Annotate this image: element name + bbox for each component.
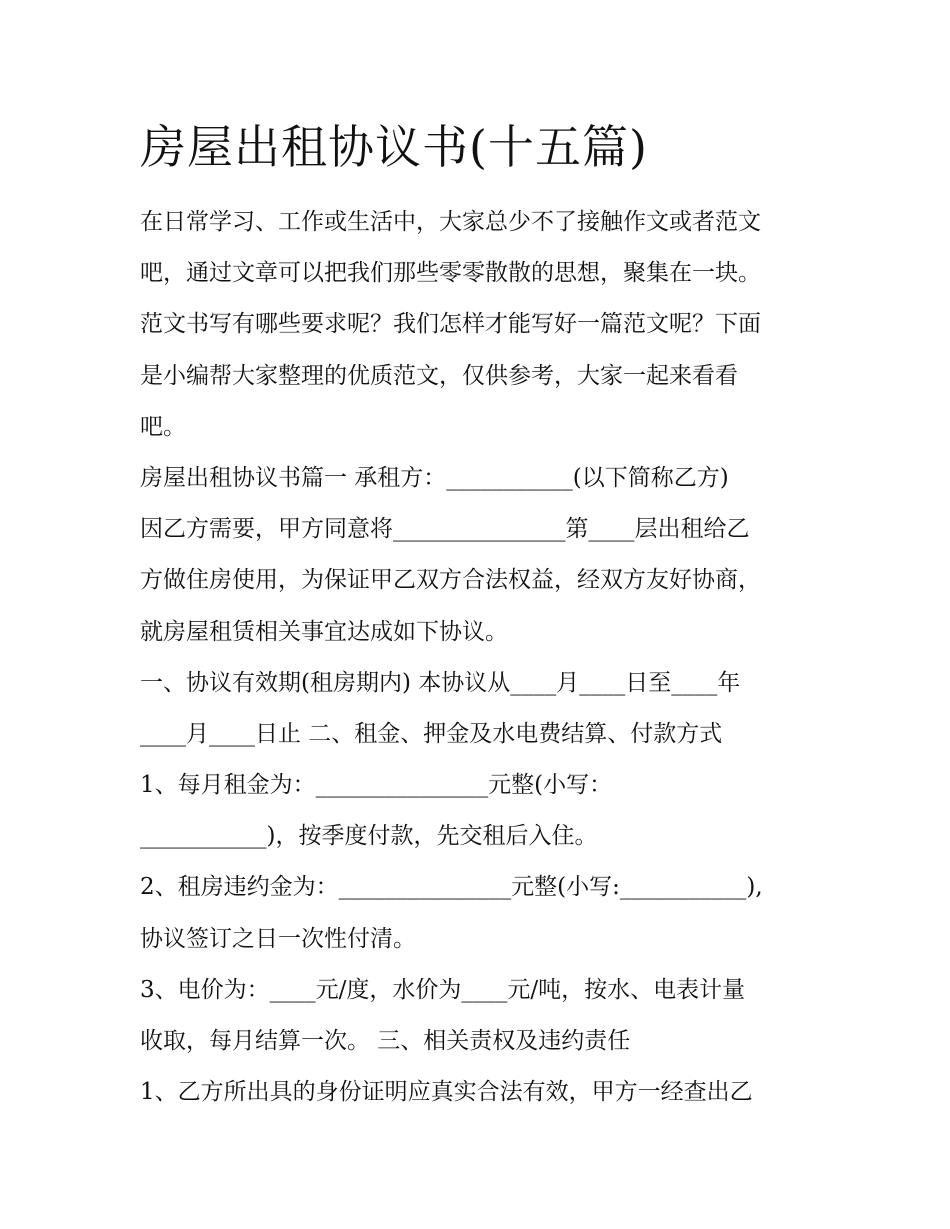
body-line-penalty: 2、租房违约金为：_______________元整(小写:___________), [140, 874, 763, 901]
body-line-tenant: 房屋出租协议书篇一 承租方：___________(以下简称乙方) [140, 464, 729, 491]
body-line-term-end: ____月____日止 二、租金、押金及水电费结算、付款方式 [140, 720, 723, 747]
body-line-utilities: 3、电价为：____元/度，水价为____元/吨，按水、电表计量 [140, 976, 746, 1003]
body-line-rent: 1、每月租金为：_______________元整(小写： [140, 772, 613, 799]
body-line-intro-2: 吧，通过文章可以把我们那些零零散散的思想，聚集在一块。 [140, 260, 761, 287]
body-line-billing: 收取，每月结算一次。 三、相关责权及违约责任 [140, 1028, 631, 1054]
body-line-premises: 因乙方需要，甲方同意将_______________第____层出租给乙 [140, 516, 750, 543]
body-line-term-start: 一、协议有效期(租房期内) 本协议从____月____日至____年 [140, 669, 741, 696]
body-line-intro-1: 在日常学习、工作或生活中，大家总少不了接触作文或者范文 [140, 209, 761, 235]
body-line-rent-payment: ___________)，按季度付款，先交租后入住。 [140, 823, 598, 850]
body-line-purpose: 方做住房使用，为保证甲乙双方合法权益，经双方友好协商， [140, 567, 761, 594]
body-line-intro-4: 是小编帮大家整理的优质范文，仅供参考，大家一起来看看 [140, 362, 738, 389]
body-line-penalty-payment: 协议签订之日一次性付清。 [140, 925, 416, 952]
body-line-intro-5: 吧。 [140, 413, 186, 440]
body-line-responsibility: 1、乙方所出具的身份证明应真实合法有效，甲方一经查出乙 [140, 1079, 753, 1106]
document-title: 房屋出租协议书(十五篇) [140, 120, 648, 174]
body-line-intro-3: 范文书写有哪些要求呢？我们怎样才能写好一篇范文呢？下面 [140, 311, 761, 338]
document-body [140, 197, 820, 1118]
body-line-agreement: 就房屋租赁相关事宜达成如下协议。 [140, 618, 508, 645]
